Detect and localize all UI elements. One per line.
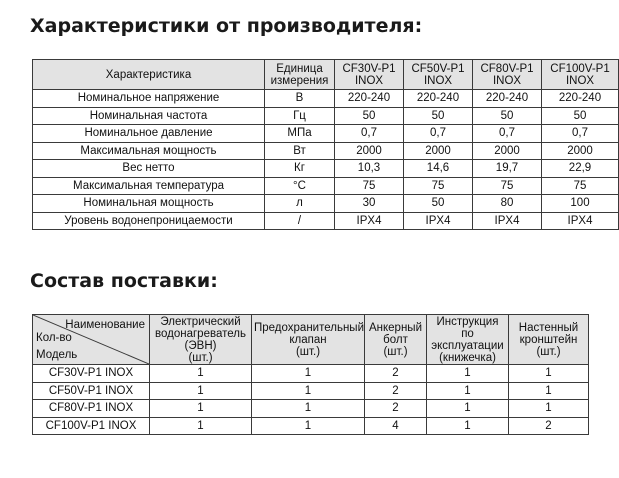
value-cell: 2000: [404, 142, 473, 160]
value-cell: IPX4: [335, 212, 404, 230]
quantity-cell: 2: [365, 382, 427, 400]
model-cell: CF30V-P1 INOX: [33, 365, 150, 383]
unit-cell: МПа: [265, 125, 335, 143]
header-anchor-bolt: Анкерный болт (шт.): [365, 315, 427, 365]
specs-heading: Характеристики от производителя:: [30, 15, 423, 37]
value-cell: 19,7: [473, 160, 542, 178]
unit-cell: Вт: [265, 142, 335, 160]
value-cell: 2000: [473, 142, 542, 160]
value-cell: 10,3: [335, 160, 404, 178]
row-label: Номинальное давление: [33, 125, 265, 143]
corner-label-name: Наименование: [65, 319, 145, 331]
value-cell: 0,7: [473, 125, 542, 143]
quantity-cell: 1: [427, 417, 509, 435]
specs-table: [32, 59, 619, 230]
header-safety-valve: Предохранительный клапан (шт.): [252, 315, 365, 365]
value-cell: 220-240: [404, 90, 473, 108]
table-row: [33, 382, 589, 400]
quantity-cell: 1: [427, 365, 509, 383]
row-label: Номинальное напряжение: [33, 90, 265, 108]
delivery-heading: Состав поставки:: [30, 270, 218, 292]
table-row: [33, 107, 619, 125]
quantity-cell: 1: [252, 400, 365, 418]
row-label: Вес нетто: [33, 160, 265, 178]
value-cell: 0,7: [404, 125, 473, 143]
corner-header-cell: [33, 315, 150, 365]
quantity-cell: 1: [252, 365, 365, 383]
model-cell: CF100V-P1 INOX: [33, 417, 150, 435]
corner-label-quantity: Кол-во: [36, 332, 72, 344]
value-cell: IPX4: [542, 212, 619, 230]
quantity-cell: 1: [150, 417, 252, 435]
row-label: Номинальная частота: [33, 107, 265, 125]
table-row: [33, 125, 619, 143]
model-cell: CF50V-P1 INOX: [33, 382, 150, 400]
header-model-cf80: CF80V-P1 INOX: [473, 60, 542, 90]
row-label: Уровень водонепроницаемости: [33, 212, 265, 230]
header-wall-bracket: Настенный кронштейн (шт.): [509, 315, 589, 365]
value-cell: 220-240: [335, 90, 404, 108]
value-cell: 75: [473, 177, 542, 195]
table-row: [33, 177, 619, 195]
value-cell: 75: [404, 177, 473, 195]
header-model-cf100: CF100V-P1 INOX: [542, 60, 619, 90]
quantity-cell: 4: [365, 417, 427, 435]
unit-cell: Кг: [265, 160, 335, 178]
header-model-cf30: CF30V-P1 INOX: [335, 60, 404, 90]
quantity-cell: 2: [365, 400, 427, 418]
table-row: [33, 90, 619, 108]
table-row: [33, 212, 619, 230]
quantity-cell: 1: [427, 400, 509, 418]
value-cell: 220-240: [542, 90, 619, 108]
quantity-cell: 1: [427, 382, 509, 400]
quantity-cell: 1: [252, 417, 365, 435]
table-row: [33, 365, 589, 383]
specs-header-row: [33, 60, 619, 90]
unit-cell: В: [265, 90, 335, 108]
header-manual: Инструкция по эксплуатации (книжечка): [427, 315, 509, 365]
quantity-cell: 1: [150, 382, 252, 400]
quantity-cell: 1: [252, 382, 365, 400]
value-cell: 0,7: [542, 125, 619, 143]
value-cell: 0,7: [335, 125, 404, 143]
quantity-cell: 1: [150, 365, 252, 383]
value-cell: IPX4: [473, 212, 542, 230]
table-row: [33, 160, 619, 178]
value-cell: 50: [335, 107, 404, 125]
unit-cell: Гц: [265, 107, 335, 125]
header-water-heater: Электрический водонагреватель (ЭВН) (шт.): [150, 315, 252, 365]
value-cell: 75: [542, 177, 619, 195]
header-unit: Единица измерения: [265, 60, 335, 90]
table-row: [33, 417, 589, 435]
quantity-cell: 1: [509, 400, 589, 418]
delivery-table: [32, 314, 589, 435]
value-cell: 22,9: [542, 160, 619, 178]
header-characteristic: Характеристика: [33, 60, 265, 90]
quantity-cell: 1: [509, 382, 589, 400]
unit-cell: °С: [265, 177, 335, 195]
unit-cell: л: [265, 195, 335, 213]
row-label: Максимальная мощность: [33, 142, 265, 160]
corner-label-model: Модель: [36, 349, 78, 361]
table-row: [33, 195, 619, 213]
value-cell: 75: [335, 177, 404, 195]
value-cell: 30: [335, 195, 404, 213]
quantity-cell: 1: [150, 400, 252, 418]
value-cell: 50: [404, 195, 473, 213]
value-cell: 220-240: [473, 90, 542, 108]
value-cell: 2000: [335, 142, 404, 160]
row-label: Максимальная температура: [33, 177, 265, 195]
value-cell: 80: [473, 195, 542, 213]
model-cell: CF80V-P1 INOX: [33, 400, 150, 418]
quantity-cell: 2: [365, 365, 427, 383]
value-cell: 100: [542, 195, 619, 213]
value-cell: 50: [542, 107, 619, 125]
quantity-cell: 1: [509, 365, 589, 383]
value-cell: 2000: [542, 142, 619, 160]
unit-cell: /: [265, 212, 335, 230]
table-row: [33, 142, 619, 160]
table-row: [33, 400, 589, 418]
value-cell: 14,6: [404, 160, 473, 178]
delivery-header-row: [33, 315, 589, 365]
quantity-cell: 2: [509, 417, 589, 435]
header-model-cf50: CF50V-P1 INOX: [404, 60, 473, 90]
value-cell: IPX4: [404, 212, 473, 230]
value-cell: 50: [404, 107, 473, 125]
row-label: Номинальная мощность: [33, 195, 265, 213]
value-cell: 50: [473, 107, 542, 125]
